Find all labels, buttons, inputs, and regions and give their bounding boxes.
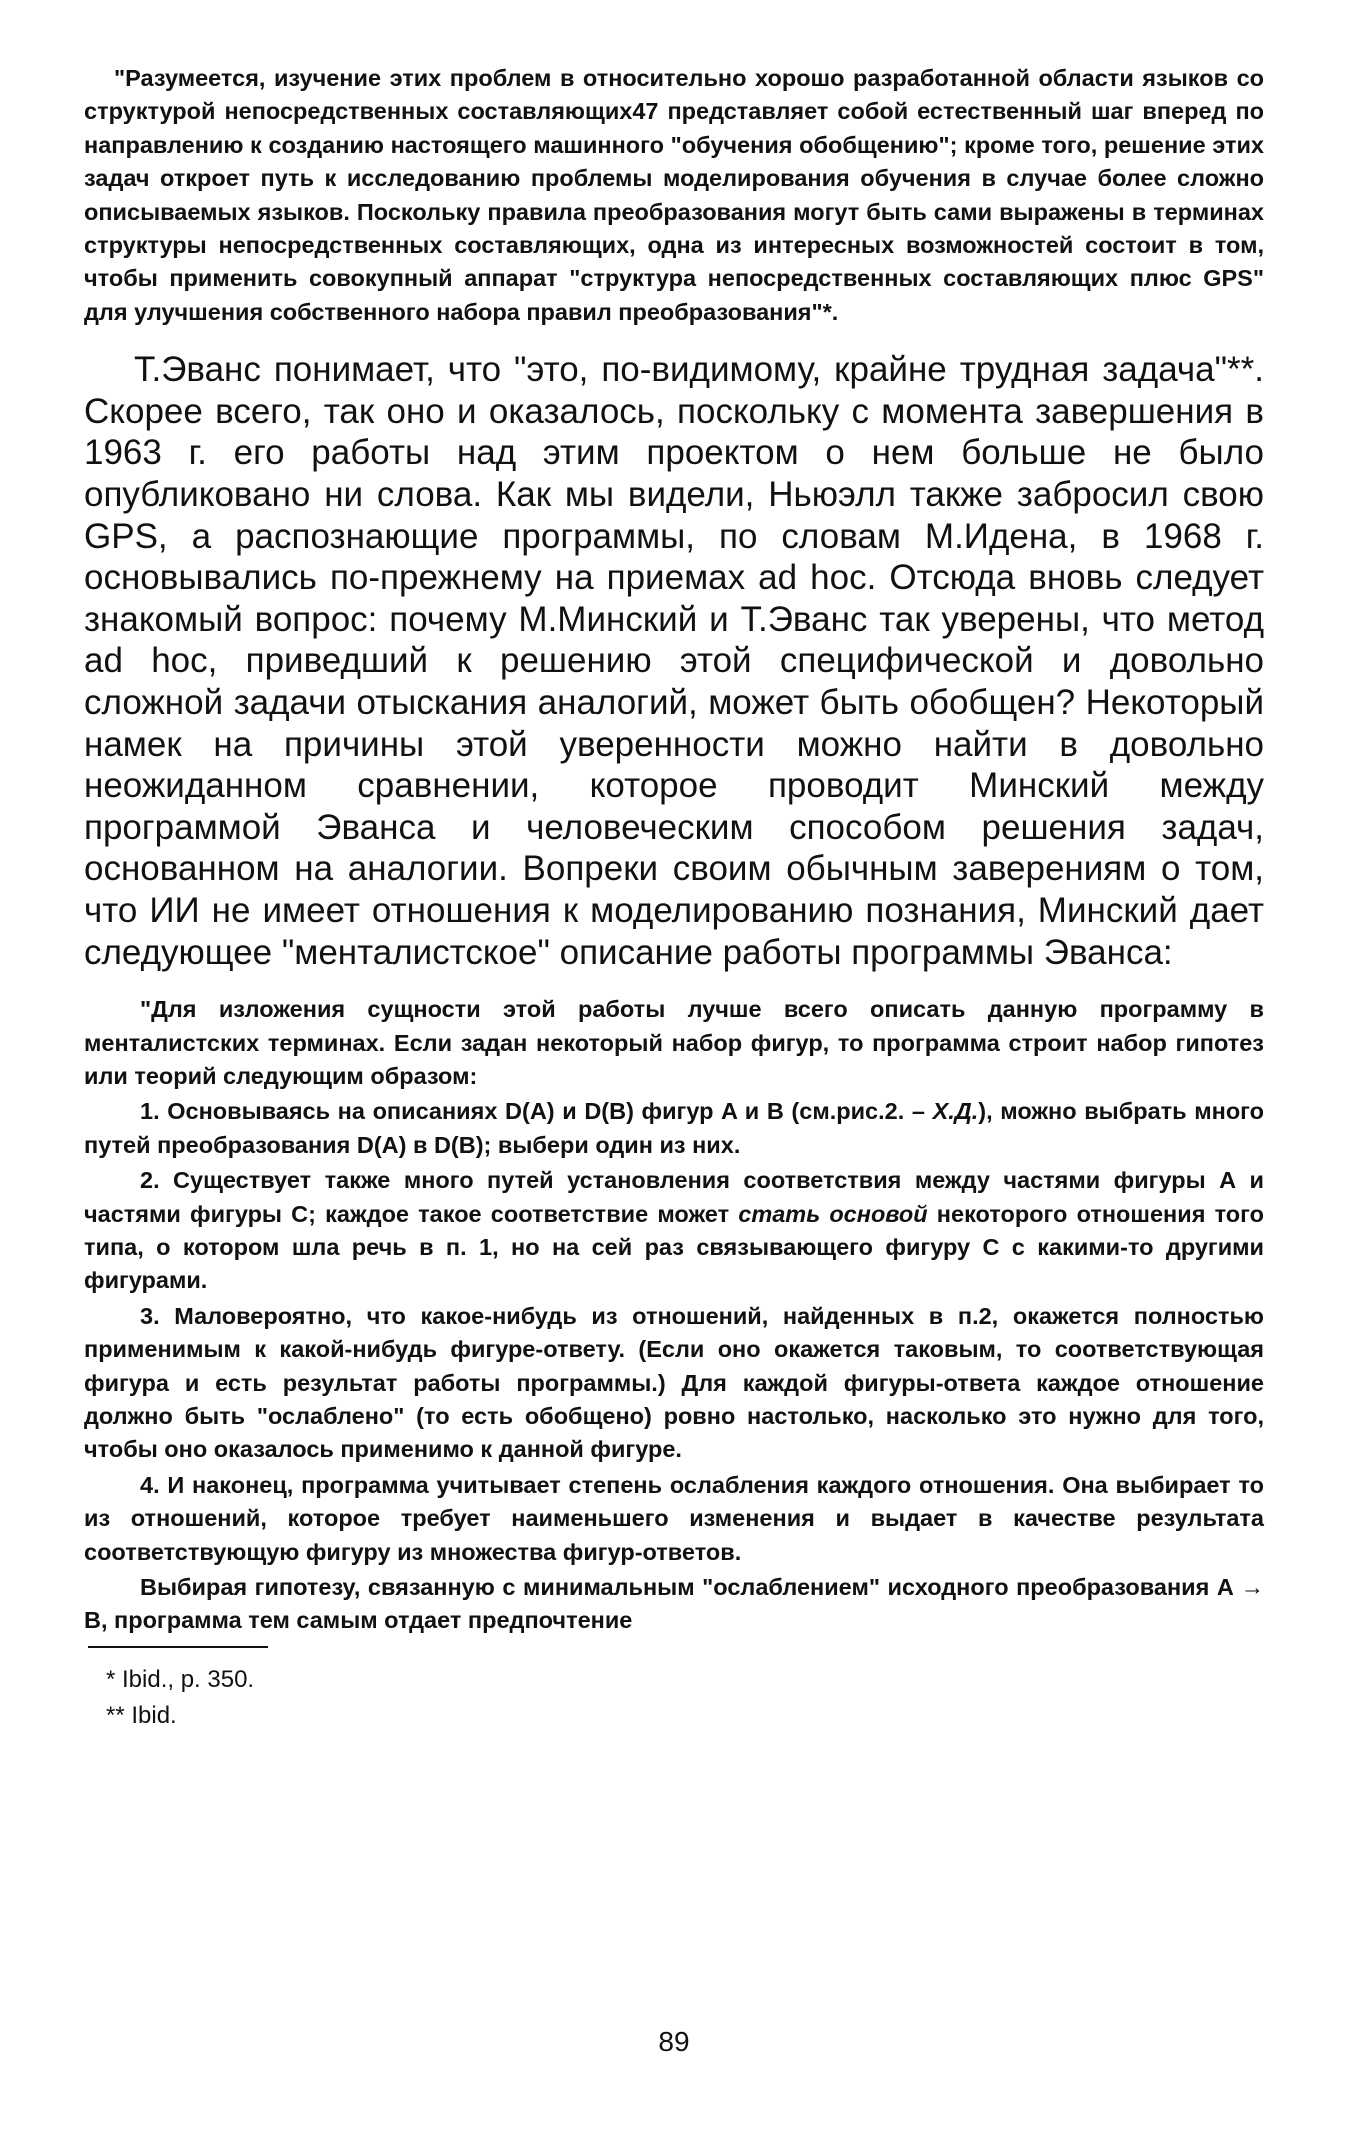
list-item-1-italic: Х.Д.	[932, 1098, 979, 1125]
list-item-4: 4. И наконец, программа учитывает степень ослабления каждого отношения. Она выбирает то из отношений, которое требует наименьшего изменения и выдает в качестве результата соответствующую фигуру из множества фигур-ответов.	[84, 1471, 1264, 1565]
list-item-1	[84, 1095, 1264, 1162]
list-item-2	[84, 1164, 1264, 1298]
body-paragraph: Т.Эванс понимает, что "это, по-видимому, крайне трудная задача"**. Скорее всего, так оно и оказалось, поскольку с момента завершения в 1963 г. его работы над этим проектом о нем больше не было опубликовано ни слова. Как мы видели, Ньюэлл также забросил свою GPS, а распознающие программы, по словам М.Идена, в 1968 г. основывались по-прежнему на приемах ad hoc. Отсюда вновь следует знакомый вопрос: почему М.Минский и Т.Эванс так уверены, что метод ad hoc, приведший к решению этой специфической и довольно сложной задачи отыскания аналогий, может быть обобщен? Некоторый намек на причины этой уверенности можно найти в довольно неожиданном сравнении, которое проводит Минский между программой Эванса и человеческим способом решения задач, основанном на аналогии. Вопреки своим обычным заверениям о том, что ИИ не имеет отношения к моделированию познания, Минский дает следующее "менталистское" описание работы программы Эванса:	[84, 350, 1264, 972]
list-item-1-text-end: ), можно выбрать много путей преобразования D(A) в D(B); выбери один из них.	[84, 1098, 1265, 1158]
list-item-2-text-end: некоторого отношения того типа, о котором шла речь в п. 1, но на сей раз связывающего фигуру С с какими-то другими фигурами.	[84, 1200, 1264, 1294]
quote-opening: "Разумеется, изучение этих проблем в относительно хорошо разработанной области языков со структурой непосредственных составляющих47 представляет собой естественный шаг вперед по направлению к созданию настоящего машинного "обучения обобщению"; кроме того, решение этих задач откроет путь к исследованию проблемы моделирования обучения в случае более сложно описываемых языков. Поскольку правила преобразования могут быть сами выражены в терминах структуры непосредственных составляющих, одна из интересных возможностей состоит в том, чтобы применить совокупный аппарат "структура непосредственных составляющих плюс GPS" для улучшения собственного набора правил преобразования"*.	[84, 65, 1264, 325]
list-item-3: 3. Маловероятно, что какое-нибудь из отношений, найденных в п.2, окажется полностью применимым к какой-нибудь фигуре-ответу. (Если оно окажется таковым, то соответствующая фигура и есть результат работы программы.) Для каждой фигуры-ответа каждое отношение должно быть "ослаблено" (то есть обобщено) ровно настолько, насколько это нужно для того, чтобы оно оказалось применимо к данной фигуре.	[84, 1302, 1264, 1463]
list-item-2-text: 2. Существует также много путей установления соответствия между частями фигуры А и частями фигуры С; каждое такое соответствие может	[84, 1167, 1264, 1227]
list-item-1-text: 1. Основываясь на описаниях D(A) и D(B) фигур A и B (см.рис.2. –	[140, 1098, 933, 1125]
page-body	[84, 62, 1264, 1734]
footnote-divider	[88, 1646, 268, 1648]
closing-paragraph: Выбирая гипотезу, связанную с минимальным "ослаблением" исходного преобразования A → B, программа тем самым отдает предпочтение	[84, 1574, 1264, 1634]
quote-intro: "Для изложения сущности этой работы лучше всего описать данную программу в менталистских терминах. Если задан некоторый набор фигур, то программа строит набор гипотез или теорий следующим образом:	[84, 996, 1264, 1089]
footnote-1: * Ibid., p. 350.	[106, 1665, 255, 1693]
list-item-2-italic: стать основой	[738, 1200, 928, 1227]
page-number: 89	[658, 2026, 690, 2057]
footnote-2: ** Ibid.	[106, 1701, 177, 1729]
